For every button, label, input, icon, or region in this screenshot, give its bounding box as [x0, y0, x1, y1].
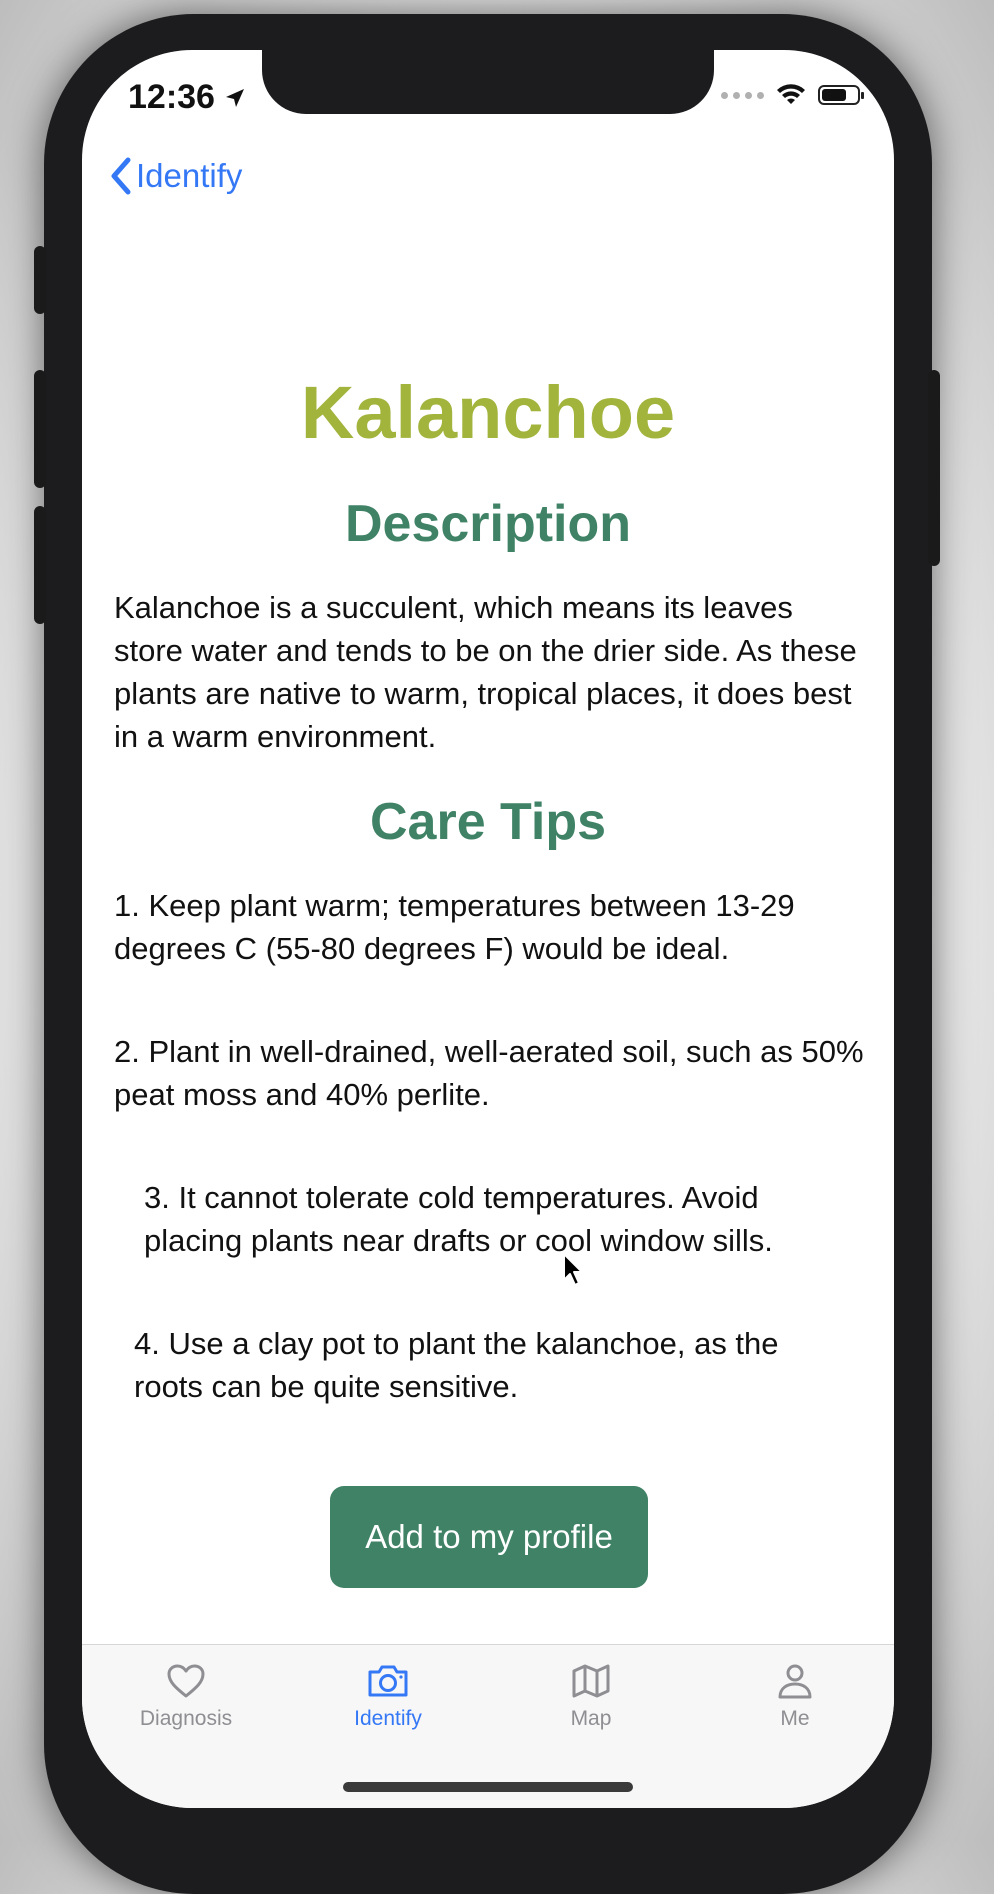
tab-identify-label: Identify — [354, 1707, 422, 1730]
mouse-cursor-icon — [562, 1252, 586, 1288]
tab-map-label: Map — [570, 1707, 612, 1730]
back-button[interactable] — [106, 156, 242, 196]
signal-dots-icon — [721, 92, 764, 99]
chevron-left-icon — [106, 156, 136, 196]
notch — [262, 50, 714, 114]
mute-switch — [34, 246, 46, 314]
description-text: Kalanchoe is a succulent, which means its leaves store water and tends to be on the drier side. As these plants are native to warm, tropical places, it does best in a warm environment. — [114, 590, 857, 754]
wifi-icon — [776, 84, 806, 106]
person-icon — [775, 1663, 815, 1699]
volume-down-button — [34, 506, 46, 624]
add-to-profile-button[interactable]: Add to my profile — [330, 1486, 648, 1588]
description-heading: Description — [344, 495, 632, 553]
status-time: 12:36 — [128, 78, 246, 117]
care-tip-2: 2. Plant in well-drained, well-aerated soil, such as 50% peat moss and 40% perlite. — [114, 1034, 864, 1112]
back-label: Identify — [136, 157, 243, 194]
care-tip-3: 3. It cannot tolerate cold temperatures. Avoid placing plants near drafts or cool window sills. — [144, 1180, 773, 1258]
plant-name: Kalanchoe — [300, 371, 676, 454]
care-tips-heading: Care Tips — [369, 793, 607, 851]
tab-diagnosis[interactable] — [116, 1663, 256, 1731]
map-icon — [571, 1663, 611, 1699]
battery-icon — [818, 85, 860, 105]
volume-up-button — [34, 370, 46, 488]
care-tip-1: 1. Keep plant warm; temperatures between 13-29 degrees C (55-80 degrees F) would be ideal. — [114, 888, 795, 966]
care-tip-4: 4. Use a clay pot to plant the kalanchoe, as the roots can be quite sensitive. — [134, 1326, 779, 1404]
location-arrow-icon — [224, 87, 246, 109]
app-screen — [82, 50, 894, 1808]
tab-me[interactable] — [725, 1663, 865, 1731]
heart-icon — [166, 1663, 206, 1699]
tab-identify[interactable] — [318, 1663, 458, 1731]
power-button — [928, 370, 940, 566]
tab-me-label: Me — [780, 1707, 810, 1730]
status-indicators — [721, 84, 860, 106]
tab-map[interactable] — [521, 1663, 661, 1731]
tab-diagnosis-label: Diagnosis — [139, 1707, 233, 1730]
home-indicator — [343, 1782, 633, 1792]
camera-icon — [366, 1663, 410, 1699]
